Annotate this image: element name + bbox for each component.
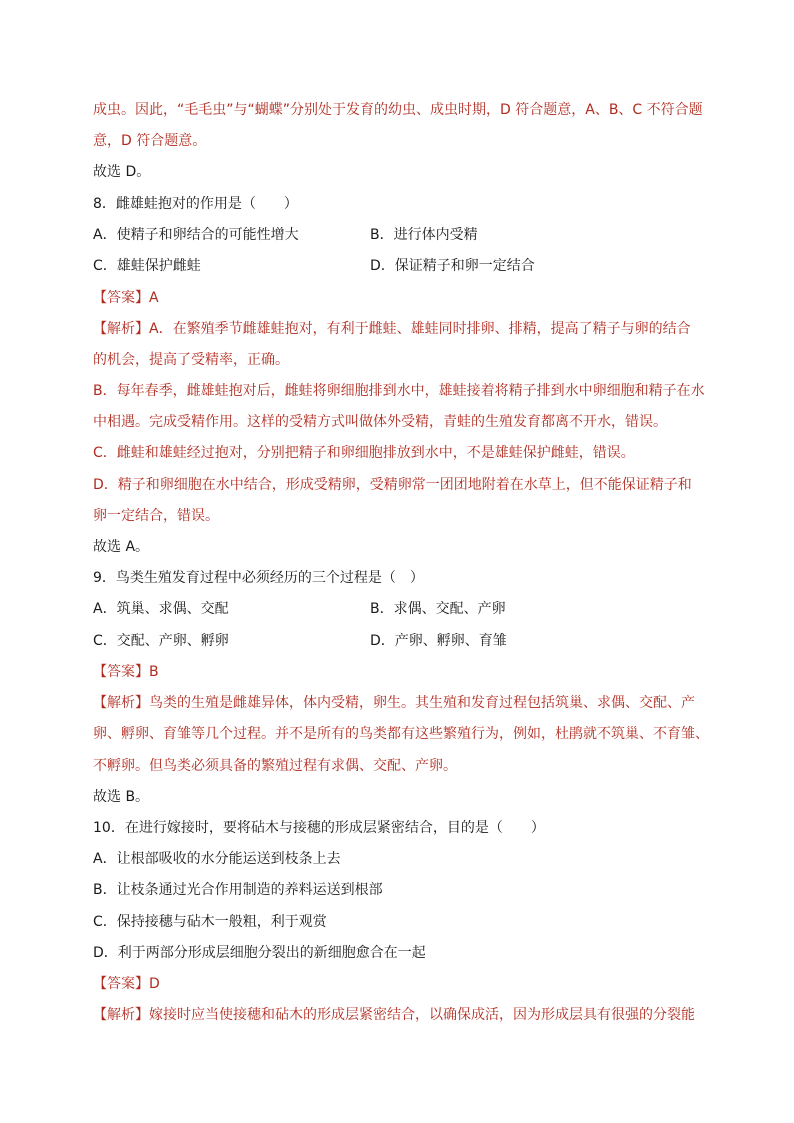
text-line: 故选 D。 [93, 164, 151, 180]
answer-line [93, 974, 713, 994]
answer-tag: 【答案】 [93, 664, 149, 680]
text-line: B．每年春季，雌雄蛙抱对后，雌蛙将卵细胞排到水中，雄蛙接着将精子排到水中卵细胞和精子在水 [93, 383, 705, 399]
option-d: D．产卵、孵卵、育雏 [370, 633, 507, 649]
option-b: B．求偶、交配、产卵 [370, 601, 506, 617]
analysis-line [93, 693, 713, 713]
question-10: 10．在进行嫁接时，要将砧木与接穗的形成层紧密结合，目的是（ ） [93, 820, 545, 836]
option-a: A．使精子和卵结合的可能性增大 [93, 227, 299, 243]
option-c: C．雄蛙保护雌蛙 [93, 258, 201, 274]
question-9: 9．鸟类生殖发育过程中必须经历的三个过程是（ ） [93, 570, 424, 586]
option-a: A．让根部吸收的水分能运送到枝条上去 [93, 851, 341, 867]
analysis-text: 鸟类的生殖是雌雄异体，体内受精，卵生。其生殖和发育过程包括筑巢、求偶、交配、产 [149, 695, 695, 711]
option-d: D．利于两部分形成层细胞分裂出的新细胞愈合在一起 [93, 945, 426, 961]
answer-value: D [149, 976, 160, 992]
text-line: 中相遇。完成受精作用。这样的受精方式叫做体外受精，青蛙的生殖发育都离不开水，错误。 [93, 414, 667, 430]
text-line: D．精子和卵细胞在水中结合，形成受精卵，受精卵常一团团地附着在水草上，但不能保证精子和 [93, 477, 692, 493]
text-line: 卵一定结合，错误。 [93, 508, 219, 524]
text-line: 的机会，提高了受精率，正确。 [93, 352, 289, 368]
answer-value: A [149, 290, 159, 306]
text-line: C．雌蛙和雄蛙经过抱对，分别把精子和卵细胞排放到水中，不是雄蛙保护雌蛙，错误。 [93, 445, 635, 461]
text-line: 卵、孵卵、育雏等几个过程。并不是所有的鸟类都有这些繁殖行为，例如，杜鹃就不筑巢、不育雏、 [93, 726, 709, 742]
analysis-tag: 【解析】 [93, 1007, 149, 1023]
answer-line [93, 288, 713, 308]
answer-value: B [149, 664, 159, 680]
option-d: D．保证精子和卵一定结合 [370, 258, 535, 274]
answer-line [93, 662, 713, 682]
option-c: C．保持接穗与砧木一般粗，利于观赏 [93, 914, 327, 930]
option-b: B．进行体内受精 [370, 227, 478, 243]
text-line: 意，D 符合题意。 [93, 133, 207, 149]
analysis-text: A．在繁殖季节雌雄蛙抱对，有利于雌蛙、雄蛙同时排卵、排精，提高了精子与卵的结合 [149, 321, 691, 337]
answer-tag: 【答案】 [93, 976, 149, 992]
text-line: 不孵卵。但鸟类必须具备的繁殖过程有求偶、交配、产卵。 [93, 758, 457, 774]
answer-tag: 【答案】 [93, 290, 149, 306]
analysis-tag: 【解析】 [93, 321, 149, 337]
analysis-tag: 【解析】 [93, 695, 149, 711]
analysis-line [93, 319, 713, 339]
text-line: 故选 B。 [93, 789, 150, 805]
analysis-line [93, 1005, 713, 1025]
question-8: 8．雌雄蛙抱对的作用是（ ） [93, 196, 298, 212]
option-c: C．交配、产卵、孵卵 [93, 633, 229, 649]
text-line: 故选 A。 [93, 539, 150, 555]
analysis-text: 嫁接时应当使接穗和砧木的形成层紧密结合，以确保成活，因为形成层具有很强的分裂能 [149, 1007, 695, 1023]
text-line: 成虫。因此，“毛毛虫”与“蝴蝶”分别处于发育的幼虫、成虫时期，D 符合题意，A、B、C 不符合题 [93, 102, 703, 118]
option-a: A．筑巢、求偶、交配 [93, 601, 229, 617]
option-b: B．让枝条通过光合作用制造的养料运送到根部 [93, 882, 383, 898]
